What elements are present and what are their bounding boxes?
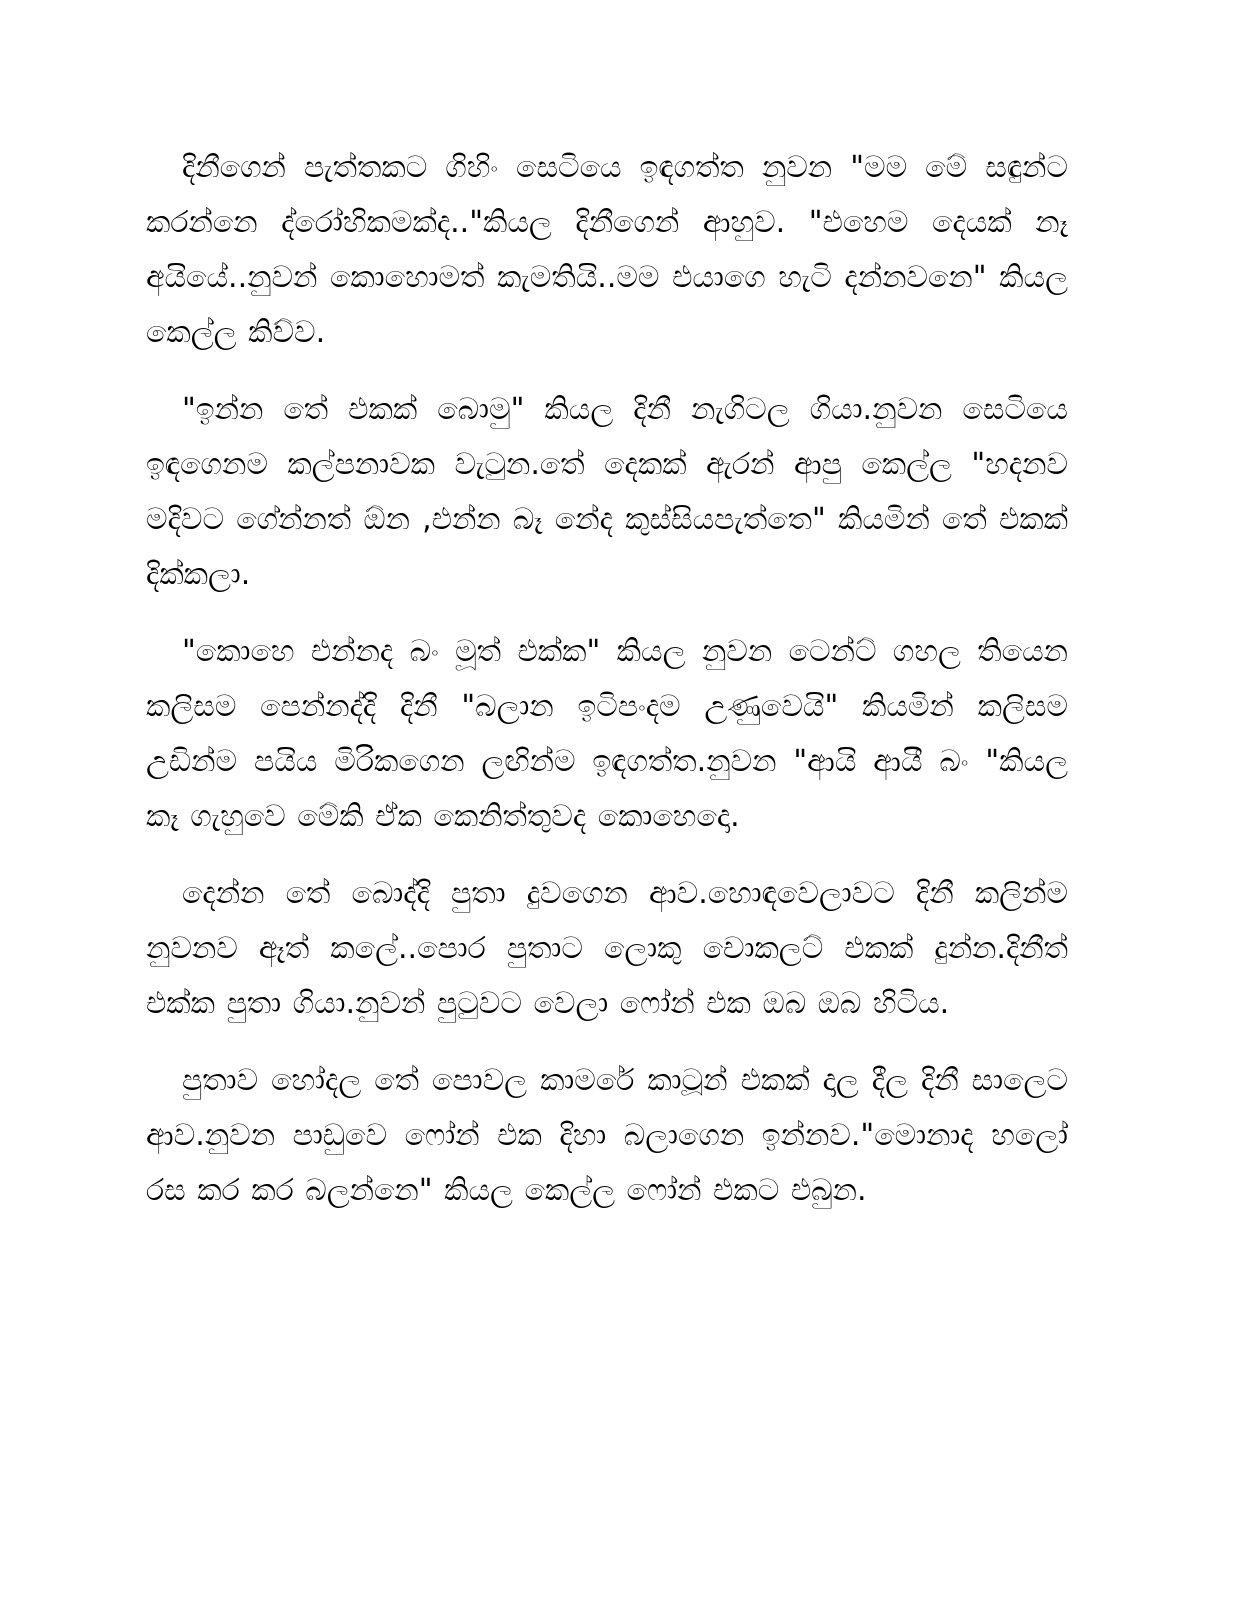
paragraph: දෙන්න තේ බොද්දි පුතා දුවගෙන ආව.හොඳවෙලාවට දිනී කලින්ම නුවනව ඈත් කලේ..පොර පුතාට ලොකු චොකලට් එකක් දුන්න.දිනීත් එක්ක පුතා ගියා.නුවන් පුටුවට වෙලා ෆෝන් එක ඔබ ඔබ හිටිය. <box>146 876 1068 1021</box>
paragraph: "කොහෙ එන්නද බං මූත් එක්ක" කියල නුවන ටෙන්ට් ගහල තියෙන කලිසම පෙන්නද්දි දිනී "බලාන ඉටිපංදම උණුවෙයි" කියමින් කලිසම උඩින්ම පයිය මිරිකගෙන ලඟින්ම ඉඳගත්ත.නුවන "ආයි ආයී බං "කියල කෑ ගැහුවෙ මේකි ඒක කෙනිත්තුවද කොහෙදො. <box>146 634 1068 834</box>
document-body <box>146 140 1068 1240</box>
paragraph: දිනීගෙන් පැත්තකට ගිහිං සෙටියෙ ඉඳගත්ත නුවන "මම මේ සඳුන්ට කරන්නෙ ද්රෝහිකමක්ද.."කියල දිනීගෙන් ආහුව. "එහෙම දෙයක් නෑ අයියේ..නුවන් කොහොමත් කැමතියි..මම එයාගෙ හැටි දන්නවනෙ" කියල කෙල්ල කිව්ව. <box>146 150 1068 350</box>
paragraph: පුතාව හෝදල තේ පොවල කාමරේ කාටූන් එකක් දාල දීල දිනී සාලෙට ආව.නුවන පාඩුවෙ ෆෝන් එක දිහා බලාගෙන ඉන්නව."මොනාද හලෝ රස කර කර බලන්නෙ" කියල කෙල්ල ෆෝන් එකට එබුන. <box>146 1063 1068 1208</box>
paragraph: "ඉන්න තේ එකක් බොමු" කියල දිනී නැගිටල ගියා.නුවන සෙටියෙ ඉඳගෙනම කල්පනාවක වැටුන.තේ දෙකක් ඇරන් ආපු කෙල්ල "හදනව මදිවට ගේන්නත් ඕන ,එන්න බෑ නේද කුස්සියපැත්තෙ" කියමින් තේ එකක් දික්කලා. <box>146 392 1068 592</box>
